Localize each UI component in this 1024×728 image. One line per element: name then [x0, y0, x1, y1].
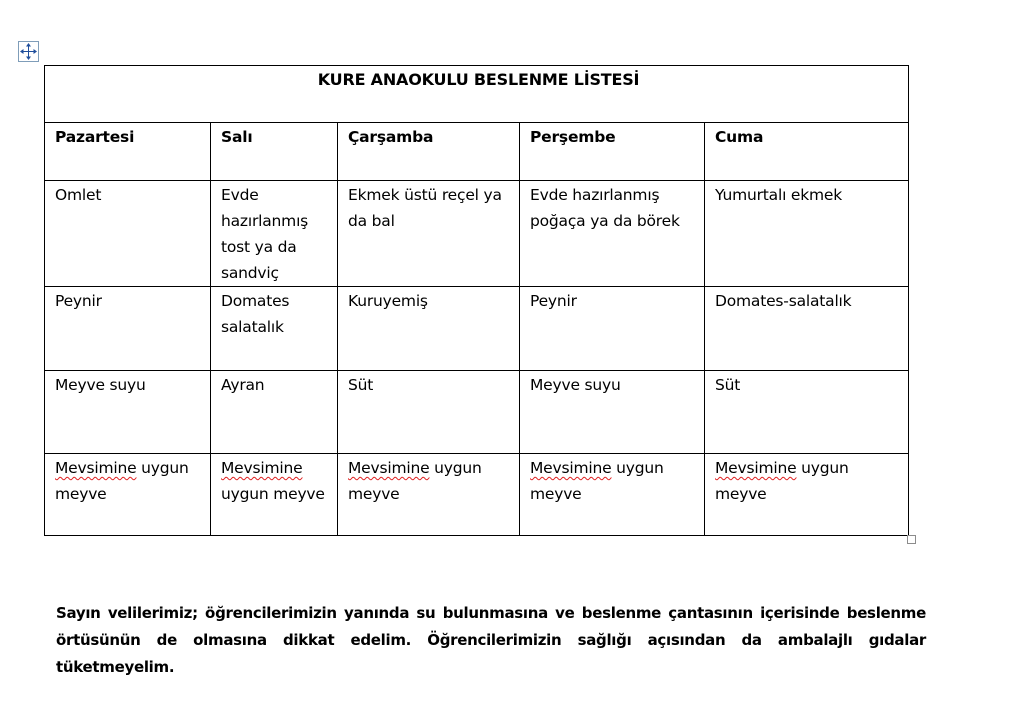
menu-cell: Omlet — [45, 181, 211, 287]
cell-text: uygun meyve — [221, 485, 325, 503]
menu-cell: Ekmek üstü reçel ya da bal — [338, 181, 520, 287]
menu-cell — [338, 454, 520, 536]
day-header: Çarşamba — [338, 123, 520, 181]
table-row — [45, 454, 909, 536]
spellcheck-word: Mevsimine — [348, 459, 430, 477]
menu-cell: Evde hazırlanmış poğaça ya da börek — [520, 181, 705, 287]
day-header: Cuma — [705, 123, 909, 181]
menu-cell: Peynir — [45, 287, 211, 371]
menu-cell: Süt — [338, 371, 520, 454]
table-title-row — [45, 66, 909, 123]
menu-cell: Meyve suyu — [45, 371, 211, 454]
menu-cell — [705, 454, 909, 536]
menu-cell — [211, 454, 338, 536]
parent-note: Sayın velilerimiz; öğrencilerimizin yanında su bulunmasına ve beslenme çantasının içerisinde beslenme örtüsünün de olmasına dikkat edelim. Öğrencilerimizin sağlığı açısından da ambalajlı gıdalar tüketmeyelim. — [56, 604, 926, 676]
menu-cell: Yumurtalı ekmek — [705, 181, 909, 287]
table-row — [45, 287, 909, 371]
table-resize-handle[interactable] — [907, 535, 916, 544]
table-row — [45, 181, 909, 287]
move-arrows-icon — [19, 42, 38, 61]
table-move-handle[interactable] — [18, 41, 39, 62]
day-header-row — [45, 123, 909, 181]
spellcheck-word: Mevsimine — [55, 459, 137, 477]
day-header: Pazartesi — [45, 123, 211, 181]
menu-cell: Ayran — [211, 371, 338, 454]
spellcheck-word: Mevsimine — [221, 459, 303, 477]
cell-text: uygun meyve — [715, 459, 849, 503]
day-header: Salı — [211, 123, 338, 181]
menu-cell — [520, 454, 705, 536]
menu-cell: Domates-salatalık — [705, 287, 909, 371]
menu-cell: Süt — [705, 371, 909, 454]
cell-text: uygun meyve — [530, 459, 664, 503]
menu-cell: Evde hazırlanmış tost ya da sandviç — [211, 181, 338, 287]
menu-cell: Kuruyemiş — [338, 287, 520, 371]
day-header: Perşembe — [520, 123, 705, 181]
nutrition-table — [44, 65, 909, 536]
menu-cell: Meyve suyu — [520, 371, 705, 454]
menu-cell: Peynir — [520, 287, 705, 371]
cell-text: uygun meyve — [55, 459, 189, 503]
menu-cell: Domates salatalık — [211, 287, 338, 371]
cell-text: uygun meyve — [348, 459, 482, 503]
table-title: KURE ANAOKULU BESLENME LİSTESİ — [45, 66, 909, 123]
spellcheck-word: Mevsimine — [715, 459, 797, 477]
spellcheck-word: Mevsimine — [530, 459, 612, 477]
table-row — [45, 371, 909, 454]
menu-cell — [45, 454, 211, 536]
